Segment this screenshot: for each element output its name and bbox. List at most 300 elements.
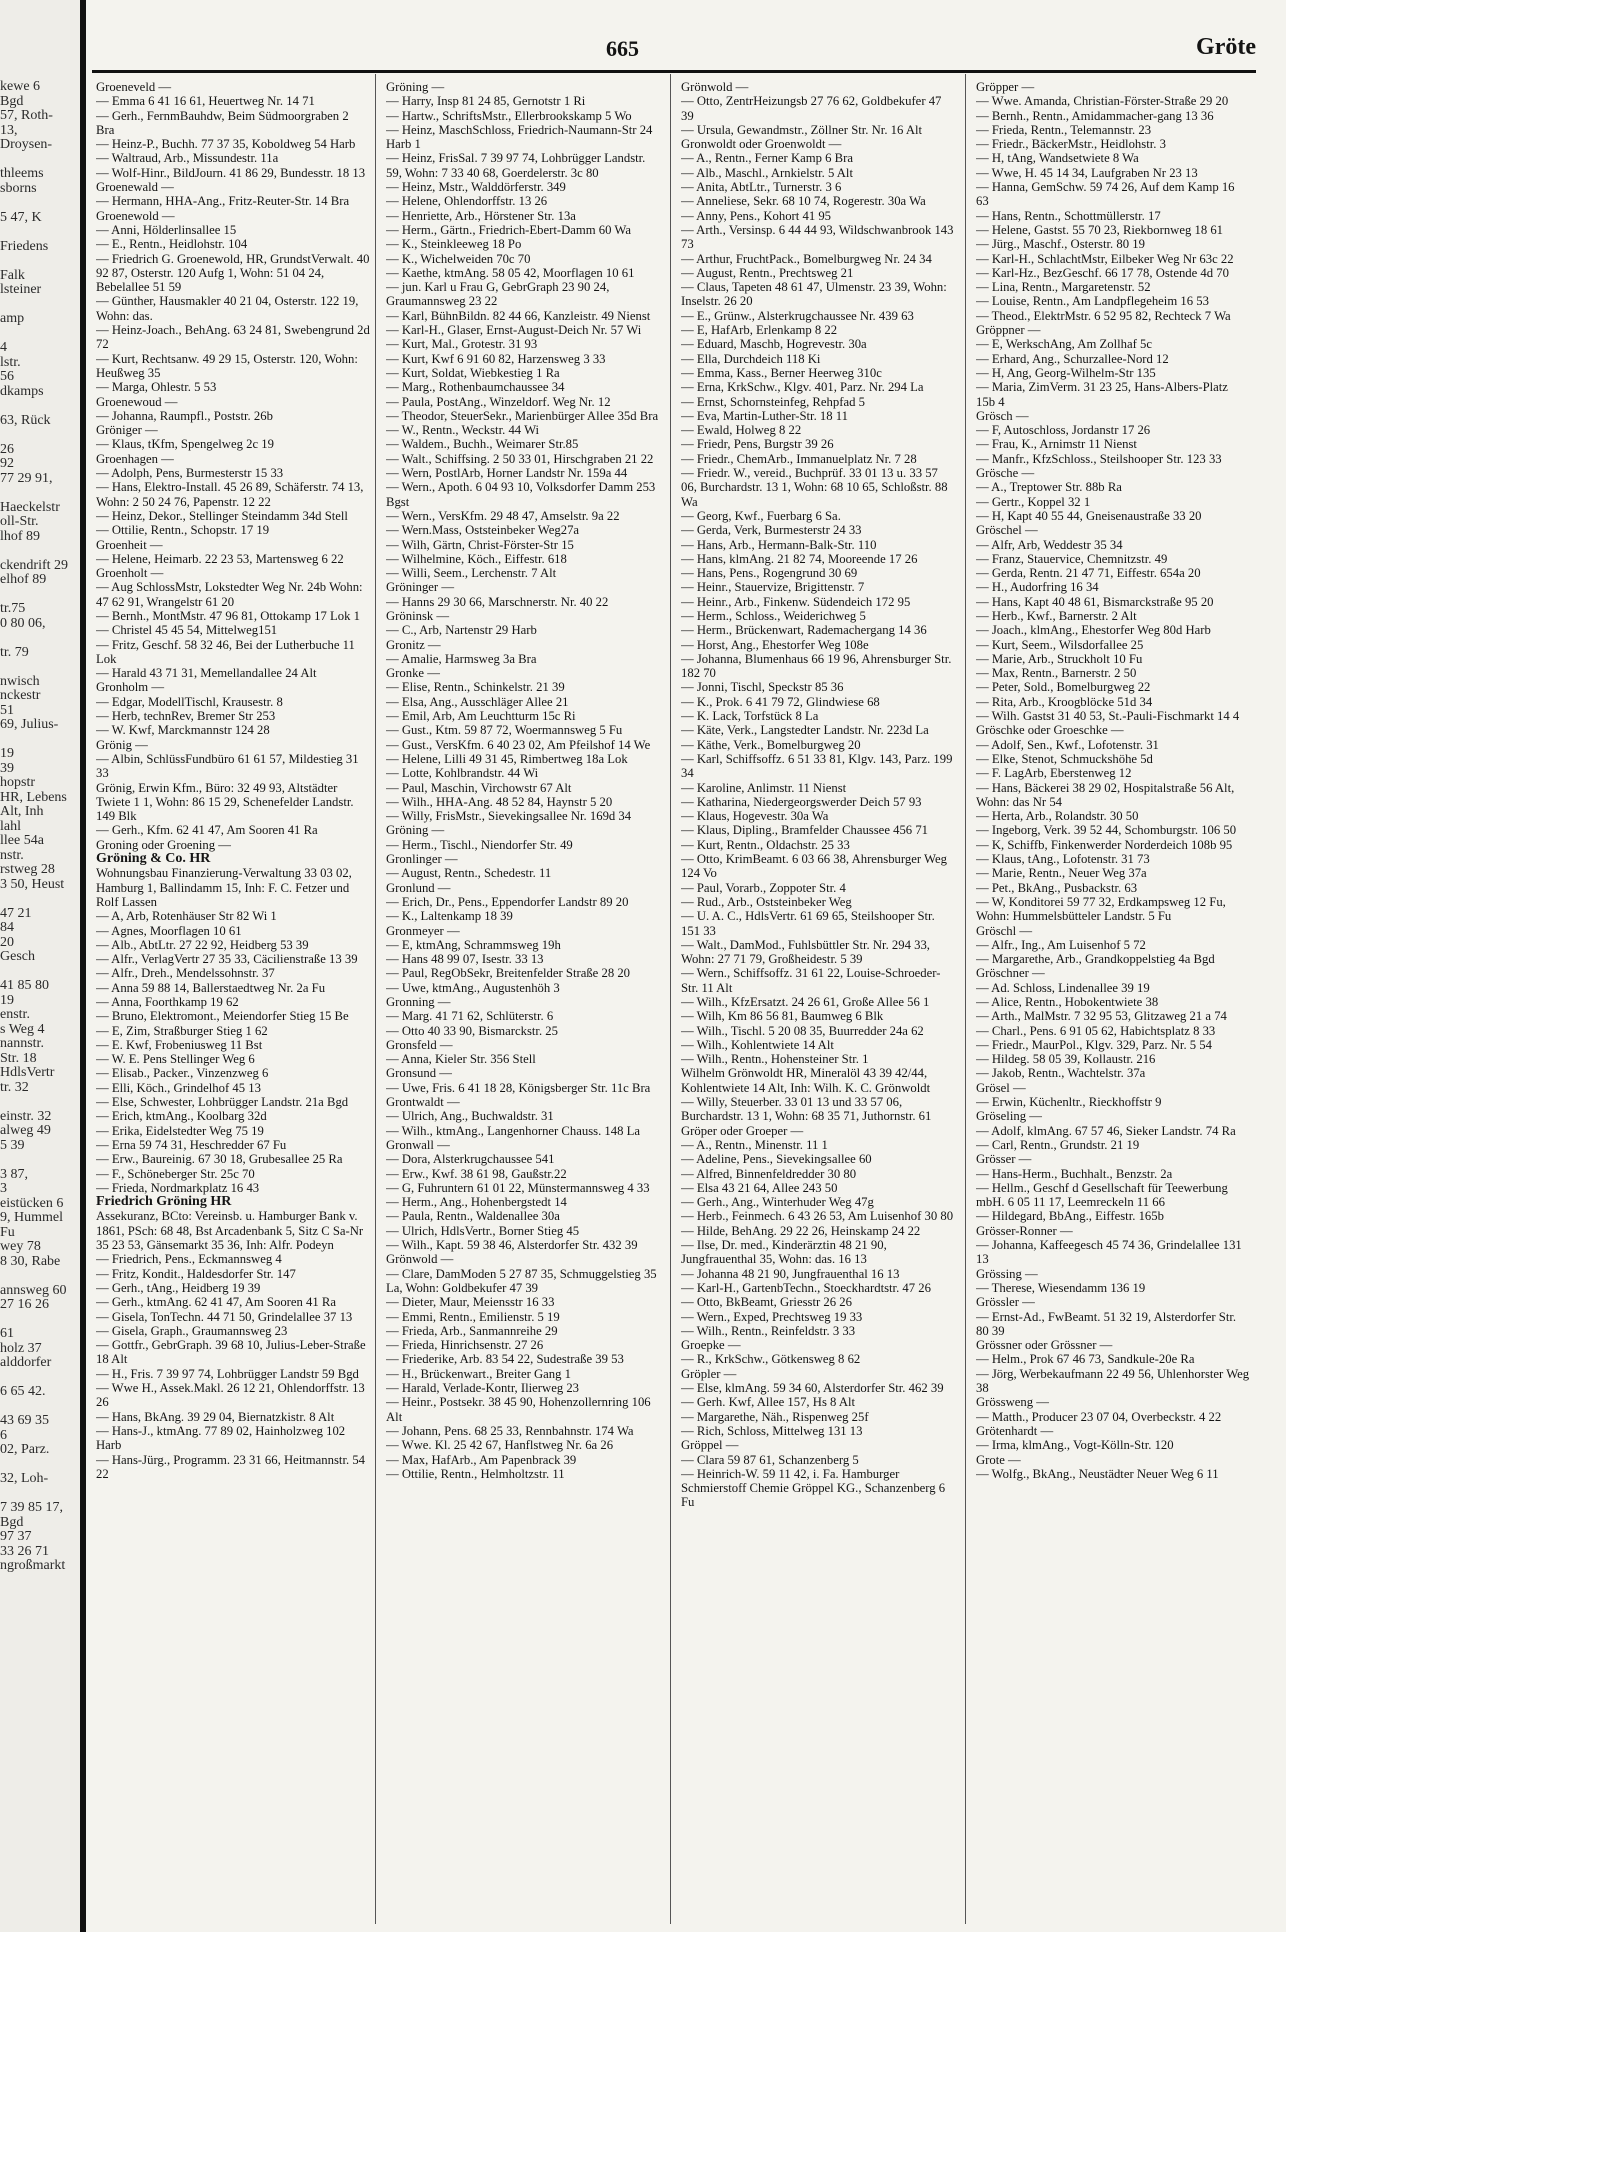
- directory-entry: — Rud., Arb., Oststeinbeker Weg: [681, 894, 852, 909]
- strip-fragment: lstr.: [0, 354, 21, 370]
- directory-entry: — Claus, Tapeten 48 61 47, Ulmenstr. 23 39, Wohn: Inselstr. 26 20: [681, 280, 947, 309]
- directory-entry: — E. Kwf, Frobeniusweg 11 Bst: [96, 1037, 263, 1052]
- running-head: Gröte: [1196, 34, 1256, 60]
- directory-entry: — Ernst-Ad., FwBeamt. 51 32 19, Alsterdorfer Str. 80 39: [976, 1309, 1237, 1338]
- directory-entry: — Heinz, FrisSal. 7 39 97 74, Lohbrügger Landstr. 59, Wohn: 7 33 40 68, Goerdelerstr. 3c 80: [386, 151, 646, 180]
- directory-entry: — Therese, Wiesendamm 136 19: [976, 1280, 1146, 1295]
- directory-entry: — Walt., DamMod., Fuhlsbüttler Str. Nr. 294 33, Wohn: 27 71 79, Großheidestr. 5 39: [681, 937, 930, 967]
- directory-entry: Grote —: [976, 1452, 1021, 1467]
- directory-entry: — Amalie, Harmsweg 3a Bra: [386, 651, 537, 666]
- directory-entry: — Hans 48 99 07, Isestr. 33 13: [386, 952, 544, 967]
- strip-fragment: HdlsVertr: [0, 1065, 55, 1080]
- directory-entry: — Erw., Baureinig. 67 30 18, Grubesallee 25 Ra: [96, 1152, 343, 1167]
- strip-fragment: HR, Lebens: [0, 789, 67, 805]
- strip-fragment: dkamps: [0, 383, 44, 399]
- directory-entry: — Eva, Martin-Luther-Str. 18 11: [681, 408, 848, 423]
- strip-fragment: enstr.: [0, 1007, 30, 1022]
- directory-entry: — Ella, Durchdeich 118 Ki: [681, 351, 821, 366]
- directory-entry: — Hans, klmAng. 21 82 74, Mooreende 17 26: [681, 551, 918, 566]
- directory-entry: — Gerh., Ang., Winterhuder Weg 47g: [681, 1195, 874, 1210]
- directory-entry: — Heinr., Stauervize, Brigittenstr. 7: [681, 580, 865, 595]
- directory-entry: — Johanna, Kaffeegesch 45 74 36, Grindelallee 131 13: [976, 1238, 1242, 1267]
- directory-entry: — Alfr, Arb, Weddestr 35 34: [976, 537, 1123, 552]
- directory-entry: — Max, Rentn., Barnerstr. 2 50: [976, 666, 1137, 681]
- directory-entry: — Hanna, GemSchw. 59 74 26, Auf dem Kamp 16 63: [976, 180, 1235, 209]
- directory-entry: — Anni, Hölderlinsallee 15: [96, 222, 237, 237]
- directory-entry: — C., Arb, Nartenstr 29 Harb: [386, 623, 537, 638]
- directory-entry: — Gerh. Kwf, Allee 157, Hs 8 Alt: [681, 1395, 856, 1410]
- directory-entry: — Hanns 29 30 66, Marschnerstr. Nr. 40 22: [386, 594, 609, 609]
- directory-entry: — Günther, Hausmakler 40 21 04, Osterstr. 122 19, Wohn: das.: [96, 294, 359, 323]
- directory-entry: — A, Arb, Rotenhäuser Str 82 Wi 1: [96, 909, 277, 924]
- directory-entry: Gröning —: [386, 823, 445, 838]
- directory-entry: — Marg., Rothenbaumchaussee 34: [386, 380, 565, 395]
- directory-entry: — Ewald, Holweg 8 22: [681, 423, 802, 438]
- directory-entry: Friedrich Gröning HR: [96, 1194, 232, 1210]
- directory-entry: — Erhard, Ang., Schurzallee-Nord 12: [976, 351, 1169, 366]
- directory-entry: — Karl-H., SchlachtMstr, Eilbeker Weg Nr 63c 22: [976, 251, 1234, 266]
- previous-page-strip: [0, 0, 80, 1932]
- directory-entry: — Gerda, Rentn. 21 47 71, Eiffestr. 654a 20: [976, 566, 1201, 581]
- directory-entry: — Käte, Verk., Langstedter Landstr. Nr. 223d La: [681, 723, 929, 738]
- directory-entry: — Harry, Insp 81 24 85, Gernotstr 1 Ri: [386, 94, 586, 109]
- directory-entry: — Johanna, Blumenhaus 66 19 96, Ahrensburger Str. 182 70: [681, 651, 952, 681]
- directory-entry: — Anna, Foorthkamp 19 62: [96, 995, 239, 1009]
- directory-entry: — Gerda, Verk, Burmesterstr 24 33: [681, 523, 862, 538]
- strip-fragment: Fu: [0, 1224, 15, 1240]
- strip-fragment: 20: [0, 934, 14, 950]
- directory-entry: — Kurt, Rechtsanw. 49 29 15, Osterstr. 120, Wohn: Heußweg 35: [96, 351, 358, 380]
- strip-fragment: Droysen-: [0, 137, 53, 152]
- strip-fragment: Str. 18: [0, 1050, 37, 1066]
- strip-fragment: 5 39: [0, 1137, 25, 1153]
- directory-entry: — Kaethe, ktmAng. 58 05 42, Moorflagen 10 61: [386, 265, 635, 280]
- directory-entry: — H, Kapt 40 55 44, Gneisenaustraße 33 20: [976, 508, 1202, 523]
- directory-entry: — Marie, Rentn., Neuer Weg 37a: [976, 866, 1147, 881]
- directory-entry: Gröschel —: [976, 523, 1038, 538]
- directory-entry: — Karl-Hz., BezGeschf. 66 17 78, Ostende 4d 70: [976, 265, 1229, 280]
- directory-entry: Grössner oder Grössner —: [976, 1338, 1113, 1353]
- directory-entry: — Ursula, Gewandmstr., Zöllner Str. Nr. 16 Alt: [681, 122, 923, 137]
- directory-entry: — Wern., Apoth. 6 04 93 10, Volksdorfer Damm 253 Bgst: [386, 480, 656, 509]
- directory-entry: — Christel 45 45 54, Mittelweg151: [96, 623, 278, 638]
- directory-entry: — Wern, PostlArb, Horner Landstr Nr. 159a 44: [386, 466, 628, 481]
- directory-entry: — Wwe. Kl. 25 42 67, Hanflstweg Nr. 6a 26: [386, 1438, 614, 1453]
- directory-entry: — Adolph, Pens, Burmesterstr 15 33: [96, 466, 284, 481]
- directory-entry: — Erich, ktmAng., Koolbarg 32d: [96, 1109, 267, 1124]
- directory-entry: — Frieda, Rentn., Telemannstr. 23: [976, 122, 1152, 137]
- directory-entry: — Ulrich, HdlsVertr., Borner Stieg 45: [386, 1223, 580, 1238]
- directory-entry: — Wilh. Gastst 31 40 53, St.-Pauli-Fischmarkt 14 4: [976, 709, 1240, 724]
- directory-entry: — Edgar, ModellTischl, Krausestr. 8: [96, 694, 283, 709]
- directory-entry: Gronmeyer —: [386, 923, 460, 938]
- directory-entry: Grösser-Ronner —: [976, 1223, 1073, 1238]
- strip-fragment: sborns: [0, 180, 37, 196]
- directory-entry: Grösch —: [976, 408, 1029, 423]
- directory-entry: — Alfred, Binnenfeldredder 30 80: [681, 1166, 857, 1181]
- directory-entry: — Anita, AbtLtr., Turnerstr. 3 6: [681, 180, 842, 195]
- directory-entry: — E., Grünw., Alsterkrugchaussee Nr. 439 63: [681, 308, 914, 323]
- directory-entry: Gronning —: [386, 995, 451, 1009]
- directory-entry: — Kurt, Mal., Grotestr. 31 93: [386, 337, 538, 352]
- directory-entry: — Paul, Maschin, Virchowstr 67 Alt: [386, 780, 572, 795]
- directory-entry: — G, Fuhruntern 61 01 22, Münstermannsweg 4 33: [386, 1180, 650, 1195]
- directory-entry: — A., Treptower Str. 88b Ra: [976, 480, 1122, 495]
- directory-entry: — A., Rentn., Minenstr. 11 1: [681, 1137, 828, 1152]
- directory-entry: — Wwe, H. 45 14 34, Laufgraben Nr 23 13: [976, 165, 1198, 180]
- directory-entry: — Gerh., Kfm. 62 41 47, Am Sooren 41 Ra: [96, 823, 318, 838]
- strip-fragment: lsteiner: [0, 282, 42, 297]
- directory-entry: — Wolfg., BkAng., Neustädter Neuer Weg 6 11: [976, 1466, 1219, 1481]
- strip-fragment: elhof 89: [0, 572, 47, 587]
- directory-entry: — Alice, Rentn., Hobokentwiete 38: [976, 995, 1159, 1009]
- directory-entry: Wilhelm Grönwoldt HR, Mineralöl 43 39 42/44, Kohlentwiete 14 Alt, Inh: Wilh. K. C. Grönwoldt: [681, 1066, 931, 1095]
- strip-fragment: Haeckelstr: [0, 499, 60, 515]
- directory-page: [86, 0, 1286, 1932]
- directory-entry: — Ad. Schloss, Lindenallee 39 19: [976, 980, 1150, 995]
- strip-fragment: amp: [0, 311, 25, 326]
- strip-fragment: wey 78: [0, 1239, 41, 1254]
- directory-entry: Gröpper —: [976, 80, 1035, 94]
- directory-entry: Gronitz —: [386, 637, 441, 652]
- directory-entry: — Helene, Ohlendorffstr. 13 26: [386, 194, 548, 209]
- directory-entry: Groenheit —: [96, 537, 163, 552]
- strip-fragment: Bgd: [0, 1514, 24, 1530]
- directory-entry: — Franz, Stauervice, Chemnitzstr. 49: [976, 551, 1168, 566]
- directory-entry: — Erna 59 74 31, Heschredder 67 Fu: [96, 1137, 287, 1152]
- directory-entry: — E., Rentn., Heidlohstr. 104: [96, 237, 248, 252]
- directory-entry: — Fritz, Kondit., Haldesdorfer Str. 147: [96, 1266, 296, 1281]
- directory-entry: — Alb., Maschl., Arnkielstr. 5 Alt: [681, 165, 853, 180]
- directory-entry: Grösel —: [976, 1080, 1026, 1095]
- column-divider: [670, 74, 671, 1924]
- directory-entry: — Otto 40 33 90, Bismarckstr. 25: [386, 1023, 558, 1038]
- directory-entry: — Frieda, Hinrichsenstr. 27 26: [386, 1338, 544, 1353]
- directory-entry: — Clare, DamModen 5 27 87 35, Schmuggelstieg 35 La, Wohn: Goldbekufer 47 39: [386, 1266, 657, 1295]
- directory-entry: — Ottilie, Rentn., Schopstr. 17 19: [96, 523, 270, 538]
- strip-fragment: 56: [0, 369, 14, 384]
- strip-fragment: 3: [0, 1181, 7, 1196]
- directory-entry: — August, Rentn., Prechtsweg 21: [681, 265, 854, 280]
- directory-entry: — Wern., VersKfm. 29 48 47, Amselstr. 9a 22: [386, 508, 620, 523]
- directory-entry: — Hans-Herm., Buchhalt., Benzstr. 2a: [976, 1166, 1173, 1181]
- directory-entry: — K., Prok. 6 41 79 72, Glindwiese 68: [681, 694, 880, 709]
- directory-entry: — Paul, Vorarb., Zoppoter Str. 4: [681, 880, 846, 895]
- strip-fragment: 33 26 71: [0, 1543, 49, 1559]
- directory-entry: — Ingeborg, Verk. 39 52 44, Schomburgstr. 106 50: [976, 823, 1237, 838]
- strip-fragment: llee 54a: [0, 833, 44, 848]
- strip-fragment: 77 29 91,: [0, 470, 53, 486]
- directory-entry: — Theod., ElektrMstr. 6 52 95 82, Rechteck 7 Wa: [976, 308, 1231, 323]
- directory-entry: — Helene, Heimarb. 22 23 53, Martensweg 6 22: [96, 551, 344, 566]
- directory-entry: — Elli, Köch., Grindelhof 45 13: [96, 1080, 261, 1095]
- directory-entry: — Gottfr., GebrGraph. 39 68 10, Julius-Leber-Straße 18 Alt: [96, 1338, 366, 1367]
- directory-entry: Groning oder Groening —: [96, 837, 231, 852]
- directory-entry: — Anna 59 88 14, Ballerstaedtweg Nr. 2a Fu: [96, 980, 326, 995]
- directory-entry: — Uwe, Fris. 6 41 18 28, Königsberger Str. 11c Bra: [386, 1080, 651, 1095]
- directory-entry: — Otto, BkBeamt, Griesstr 26 26: [681, 1295, 852, 1310]
- strip-fragment: nannstr.: [0, 1036, 44, 1051]
- directory-entry: — U. A. C., HdlsVertr. 61 69 65, Steilshooper Str. 151 33: [681, 909, 935, 938]
- directory-entry: — Max, HafArb., Am Papenbrack 39: [386, 1452, 577, 1467]
- directory-entry: — Georg, Kwf., Fuerbarg 6 Sa.: [681, 508, 841, 523]
- directory-entry: — Harald, Verlade-Kontr, Ilierweg 23: [386, 1381, 580, 1396]
- directory-entry: — W. E. Pens Stellinger Weg 6: [96, 1052, 255, 1067]
- directory-entry: — E, ktmAng, Schrammsweg 19h: [386, 937, 561, 952]
- directory-entry: — Erw., Kwf. 38 61 98, Gaußstr.22: [386, 1166, 567, 1181]
- directory-entry: Gronholm —: [96, 680, 165, 695]
- directory-entry: — Alfr., Dreh., Mendelssohnstr. 37: [96, 966, 275, 981]
- scan-margin-bottom: [0, 1932, 1286, 2177]
- strip-fragment: Falk: [0, 267, 25, 283]
- directory-entry: — Wilh., Rentn., Hohensteiner Str. 1: [681, 1052, 869, 1067]
- directory-entry: — Alb., AbtLtr. 27 22 92, Heidberg 53 39: [96, 937, 309, 952]
- directory-entry: Gronsfeld —: [386, 1037, 453, 1052]
- directory-entry: — Uwe, ktmAng., Augustenhöh 3: [386, 980, 560, 995]
- directory-entry: Grösser —: [976, 1152, 1032, 1167]
- directory-entry: — Kurt, Seem., Wilsdorfallee 25: [976, 637, 1144, 652]
- directory-entry: — Friederike, Arb. 83 54 22, Sudestraße 39 53: [386, 1352, 624, 1367]
- directory-entry: — Karl-H., GartenbTechn., Stoeckhardtstr. 47 26: [681, 1280, 931, 1295]
- directory-entry: — Anneliese, Sekr. 68 10 74, Rogerestr. 30a Wa: [681, 194, 926, 209]
- directory-entry: — Hans, BkAng. 39 29 04, Biernatzkistr. 8 Alt: [96, 1409, 335, 1424]
- strip-fragment: nstr.: [0, 847, 24, 863]
- directory-entry: — Ulrich, Ang., Buchwaldstr. 31: [386, 1109, 554, 1124]
- directory-entry: — Karl-H., Glaser, Ernst-August-Deich Nr. 57 Wi: [386, 323, 642, 338]
- directory-entry: Grönwold —: [681, 80, 749, 94]
- strip-fragment: annsweg 60: [0, 1282, 67, 1298]
- strip-fragment: Gesch: [0, 949, 35, 964]
- directory-entry: — R., KrkSchw., Götkensweg 8 62: [681, 1352, 861, 1367]
- directory-entry: — Herta, Arb., Rolandstr. 30 50: [976, 809, 1139, 824]
- directory-entry: — Pet., BkAng., Pusbackstr. 63: [976, 880, 1138, 895]
- directory-entry: — Matth., Producer 23 07 04, Overbeckstr. 4 22: [976, 1409, 1222, 1424]
- page-number: 665: [606, 36, 639, 61]
- header-rule: [92, 70, 1256, 73]
- directory-entry: — Friedrich G. Groenewold, HR, GrundstVerwalt. 40 92 87, Osterstr. 120 Aufg 1, Wohn: 51 04 24, Bebelallee 51 59: [96, 251, 370, 295]
- directory-entry: — Alfr., Ing., Am Luisenhof 5 72: [976, 937, 1146, 952]
- directory-entry: — Adeline, Pens., Sievekingsallee 60: [681, 1152, 872, 1167]
- directory-entry: — Albin, SchlüssFundbüro 61 61 57, Mildestieg 31 33: [96, 751, 359, 781]
- directory-entry: — W., Rentn., Weckstr. 44 Wi: [386, 423, 540, 438]
- directory-entry: — Anna, Kieler Str. 356 Stell: [386, 1052, 536, 1067]
- directory-entry: — Frau, K., Arnimstr 11 Nienst: [976, 437, 1137, 452]
- directory-entry: — K. Lack, Torfstück 8 La: [681, 709, 819, 724]
- directory-entry: — Johanna, Raumpfl., Poststr. 26b: [96, 408, 273, 423]
- directory-entry: — Theodor, SteuerSekr., Marienbürger Allee 35d Bra: [386, 408, 659, 423]
- directory-entry: — Gerh., ktmAng. 62 41 47, Am Sooren 41 Ra: [96, 1295, 336, 1310]
- strip-fragment: tr. 32: [0, 1079, 29, 1095]
- directory-entry: Wohnungsbau Finanzierung-Verwaltung 33 03 02, Hamburg 1, Ballindamm 15, Inh: F. C. Fetzer und Rolf Lassen: [96, 866, 352, 909]
- directory-entry: — Elsa 43 21 64, Allee 243 50: [681, 1180, 838, 1195]
- directory-entry: — Heinz, MaschSchloss, Friedrich-Naumann-Str 24 Harb 1: [386, 122, 653, 152]
- strip-fragment: nckestr: [0, 688, 41, 703]
- directory-entry: — Willy, Steuerber. 33 01 13 und 33 57 06, Burchardstr. 13 1, Wohn: 68 35 71, Juthornstr. 61: [681, 1095, 932, 1124]
- column-1: [96, 80, 370, 1920]
- directory-entry: — Ilse, Dr. med., Kinderärztin 48 21 90, Jungfrauenthal 35, Wohn: das. 16 13: [681, 1238, 887, 1267]
- strip-fragment: 63, Rück: [0, 412, 51, 428]
- directory-entry: — Wern.Mass, Oststeinbeker Weg27a: [386, 523, 580, 538]
- directory-entry: — Otto, KrimBeamt. 6 03 66 38, Ahrensburger Weg 124 Vo: [681, 852, 947, 881]
- directory-entry: Gröninsk —: [386, 608, 450, 623]
- directory-entry: — Herb., Feinmech. 6 43 26 53, Am Luisenhof 30 80: [681, 1209, 954, 1224]
- directory-entry: — Peter, Sold., Bomelburgweg 22: [976, 680, 1151, 695]
- directory-entry: Gröpler —: [681, 1366, 737, 1381]
- directory-entry: — Walt., Schiffsing. 2 50 33 01, Hirschgraben 21 22: [386, 451, 654, 466]
- directory-entry: — Klaus, tAng., Lofotenstr. 31 73: [976, 852, 1150, 867]
- directory-entry: — Heinr., Arb., Finkenw. Südendeich 172 95: [681, 594, 911, 609]
- strip-fragment: ngroßmarkt: [0, 1558, 66, 1573]
- directory-entry: — Jörg, Werbekaufmann 22 49 56, Uhlenhorster Weg 38: [976, 1366, 1250, 1396]
- directory-entry: — Marie, Arb., Struckholt 10 Fu: [976, 651, 1143, 666]
- strip-fragment: 13,: [0, 122, 18, 138]
- directory-entry: — Hilde, BehAng. 29 22 26, Heinskamp 24 22: [681, 1223, 921, 1238]
- directory-entry: Gröschl —: [976, 923, 1033, 938]
- directory-entry: — Arthur, FruchtPack., Bomelburgweg Nr. 24 34: [681, 251, 932, 266]
- directory-entry: — F. LagArb, Eberstenweg 12: [976, 766, 1132, 781]
- strip-fragment: 4: [0, 340, 7, 355]
- directory-entry: — Lina, Rentn., Margaretenstr. 52: [976, 280, 1151, 295]
- directory-entry: — jun. Karl u Frau G, GebrGraph 23 90 24, Graumannsweg 23 22: [386, 280, 610, 309]
- strip-fragment: 26: [0, 441, 14, 457]
- directory-entry: — Emmi, Rentn., Emilienstr. 5 19: [386, 1309, 560, 1324]
- strip-fragment: alweg 49: [0, 1123, 51, 1138]
- strip-fragment: 47 21: [0, 905, 32, 921]
- directory-entry: Groepke —: [681, 1338, 741, 1353]
- directory-entry: — Gerh., FernmBauhdw, Beim Südmoorgraben 2 Bra: [96, 108, 349, 137]
- directory-entry: — Ottilie, Rentn., Helmholtzstr. 11: [386, 1466, 565, 1481]
- directory-entry: — Elisab., Packer., Vinzenzweg 6: [96, 1066, 269, 1081]
- strip-fragment: oll-Str.: [0, 514, 39, 529]
- scan-margin-right: [1286, 0, 1600, 2177]
- directory-entry: — Adolf, klmAng. 67 57 46, Sieker Landstr. 74 Ra: [976, 1123, 1236, 1138]
- directory-entry: — Margarethe, Arb., Grandkoppelstieg 4a Bgd: [976, 952, 1215, 967]
- directory-entry: — Herb, technRev, Bremer Str 253: [96, 709, 276, 724]
- strip-fragment: 19: [0, 746, 14, 761]
- directory-entry: — Karl, Schiffsoffz. 6 51 33 81, Klgv. 143, Parz. 199 34: [681, 751, 953, 781]
- directory-entry: — H., Brückenwart., Breiter Gang 1: [386, 1366, 571, 1381]
- strip-fragment: 3 87,: [0, 1166, 28, 1182]
- strip-fragment: thleems: [0, 166, 44, 181]
- directory-entry: — Margarethe, Näh., Rispenweg 25f: [681, 1409, 869, 1424]
- directory-entry: Gröning —: [386, 80, 445, 94]
- directory-entry: Grösche —: [976, 466, 1035, 481]
- directory-entry: — Hans-J., ktmAng. 77 89 02, Hainholzweg 102 Harb: [96, 1423, 346, 1453]
- directory-entry: — Gust., VersKfm. 6 40 23 02, Am Pfeilshof 14 We: [386, 737, 651, 752]
- directory-entry: — W, Konditorei 59 77 32, Erdkampsweg 12 Fu, Wohn: Hummelsbütteler Landstr. 5 Fu: [976, 894, 1226, 924]
- strip-fragment: 3 50, Heust: [0, 876, 65, 892]
- strip-fragment: 69, Julius-: [0, 717, 59, 732]
- directory-entry: — Rich, Schloss, Mittelweg 131 13: [681, 1423, 863, 1438]
- directory-entry: Groenholt —: [96, 566, 164, 581]
- directory-entry: Gröper oder Groeper —: [681, 1123, 804, 1138]
- strip-fragment: 92: [0, 456, 14, 471]
- directory-entry: — Waldem., Buchh., Weimarer Str.85: [386, 437, 579, 452]
- column-divider: [965, 74, 966, 1924]
- directory-entry: — Dieter, Maur, Meiensstr 16 33: [386, 1295, 555, 1310]
- directory-entry: — Frieda, Arb., Sanmannreihe 29: [386, 1323, 558, 1338]
- directory-entry: — H, Ang, Georg-Wilhelm-Str 135: [976, 365, 1156, 380]
- directory-entry: Gronlund —: [386, 880, 451, 895]
- directory-entry: — Gisela, Graph., Graumannsweg 23: [96, 1323, 288, 1338]
- directory-entry: — Rita, Arb., Kroogblöcke 51d 34: [976, 694, 1153, 709]
- directory-entry: Grössing —: [976, 1266, 1038, 1281]
- directory-entry: — Willy, FrisMstr., Sievekingsallee Nr. 169d 34: [386, 809, 632, 824]
- directory-entry: — Hans, Pens., Rogengrund 30 69: [681, 566, 858, 581]
- directory-entry: — Marg. 41 71 62, Schlüterstr. 6: [386, 1009, 554, 1024]
- strip-fragment: 43 69 35: [0, 1413, 49, 1428]
- directory-entry: — K, Schiffb, Finkenwerder Norderdeich 108b 95: [976, 837, 1233, 852]
- directory-entry: — Henriette, Arb., Hörstener Str. 13a: [386, 208, 576, 223]
- directory-entry: Gröschner —: [976, 966, 1045, 981]
- directory-entry: — Friedr., BäckerMstr., Heidlohstr. 3: [976, 137, 1166, 152]
- strip-fragment: 27 16 26: [0, 1297, 49, 1312]
- strip-fragment: nwisch: [0, 673, 40, 689]
- directory-entry: — Hellm., Geschf d Gesellschaft für Teewerbung mbH. 6 05 11 17, Leemreckeln 11 66: [976, 1180, 1228, 1210]
- directory-entry: — Jakob, Rentn., Wachtelstr. 37a: [976, 1066, 1146, 1081]
- directory-entry: — Bernh., Rentn., Amidammacher-gang 13 36: [976, 108, 1214, 123]
- directory-entry: — Friedr. W., vereid., Buchprüf. 33 01 13 u. 33 57 06, Burchardstr. 13 1, Wohn: 68 10 65, Schloßstr. 88 Wa: [681, 466, 948, 509]
- directory-entry: — Herm., Brückenwart, Rademachergang 14 36: [681, 623, 927, 638]
- directory-entry: — Hans-Jürg., Programm. 23 31 66, Heitmannstr. 54 22: [96, 1452, 366, 1481]
- strip-fragment: kewe 6: [0, 79, 41, 94]
- column-2: [386, 80, 660, 1920]
- directory-entry: — Emma, Kass., Berner Heerweg 310c: [681, 365, 882, 380]
- directory-entry: — Herm., Tischl., Niendorfer Str. 49: [386, 837, 573, 852]
- directory-entry: — Wwe H., Assek.Makl. 26 12 21, Ohlendorffstr. 13 26: [96, 1381, 365, 1410]
- directory-entry: Grössler —: [976, 1295, 1035, 1310]
- directory-entry: — Friedr., MaurPol., Klgv. 329, Parz. Nr. 5 54: [976, 1037, 1212, 1052]
- strip-fragment: alddorfer: [0, 1355, 52, 1370]
- strip-fragment: 9, Hummel: [0, 1210, 63, 1225]
- directory-entry: Grötenhardt —: [976, 1423, 1054, 1438]
- directory-entry: — Herb., Kwf., Barnerstr. 2 Alt: [976, 608, 1137, 623]
- directory-entry: — Helene, Lilli 49 31 45, Rimbertweg 18a Lok: [386, 751, 628, 766]
- strip-fragment: 02, Parz.: [0, 1442, 50, 1457]
- directory-entry: — Fritz, Geschf. 58 32 46, Bei der Lutherbuche 11 Lok: [96, 637, 355, 666]
- directory-entry: Gröschke oder Groeschke —: [976, 723, 1124, 738]
- directory-entry: Gröppel —: [681, 1438, 739, 1453]
- directory-entry: — Erna, KrkSchw., Klgv. 401, Parz. Nr. 294 La: [681, 380, 924, 395]
- directory-entry: — Wilh, Km 86 56 81, Baumweg 6 Blk: [681, 1009, 884, 1024]
- directory-entry: — Johanna 48 21 90, Jungfrauenthal 16 13: [681, 1266, 900, 1281]
- directory-entry: — Hildeg. 58 05 39, Kollaustr. 216: [976, 1052, 1156, 1067]
- directory-entry: — Gust., Ktm. 59 87 72, Woermannsweg 5 Fu: [386, 723, 623, 738]
- directory-entry: Gröninger —: [386, 580, 455, 595]
- directory-entry: — Karl, BühnBildn. 82 44 66, Kanzleistr. 49 Nienst: [386, 308, 651, 323]
- directory-entry: — Heinz-P., Buchh. 77 37 35, Koboldweg 54 Harb: [96, 137, 356, 152]
- directory-entry: — Alfr., VerlagVertr 27 35 33, Cäcilienstraße 13 39: [96, 952, 358, 967]
- strip-fragment: s Weg 4: [0, 1021, 45, 1037]
- directory-entry: — F., Schöneberger Str. 25c 70: [96, 1166, 255, 1181]
- directory-entry: — Heinr., Postsekr. 38 45 90, Hohenzollernring 106 Alt: [386, 1395, 651, 1424]
- strip-fragment: lahl: [0, 818, 21, 834]
- directory-entry: — Wilhelmine, Köch., Eiffestr. 618: [386, 551, 567, 566]
- directory-entry: Groenewold —: [96, 208, 175, 223]
- directory-entry: — Karoline, Anlimstr. 11 Nienst: [681, 780, 847, 795]
- directory-entry: Gronke —: [386, 666, 440, 681]
- directory-entry: — Else, klmAng. 59 34 60, Alsterdorfer Str. 462 39: [681, 1381, 944, 1396]
- strip-fragment: Alt, Inh: [0, 804, 44, 819]
- directory-entry: — K., Laltenkamp 18 39: [386, 909, 513, 924]
- directory-entry: Groeneveld —: [96, 80, 172, 94]
- directory-entry: — Klaus, Hogevestr. 30a Wa: [681, 809, 829, 824]
- directory-entry: Gronlinger —: [386, 852, 458, 867]
- directory-entry: Grössweng —: [976, 1395, 1049, 1410]
- directory-entry: — Willi, Seem., Lerchenstr. 7 Alt: [386, 566, 557, 581]
- directory-entry: — Eduard, Maschb, Hogrevestr. 30a: [681, 337, 867, 352]
- directory-entry: — Friedrich, Pens., Eckmannsweg 4: [96, 1252, 282, 1267]
